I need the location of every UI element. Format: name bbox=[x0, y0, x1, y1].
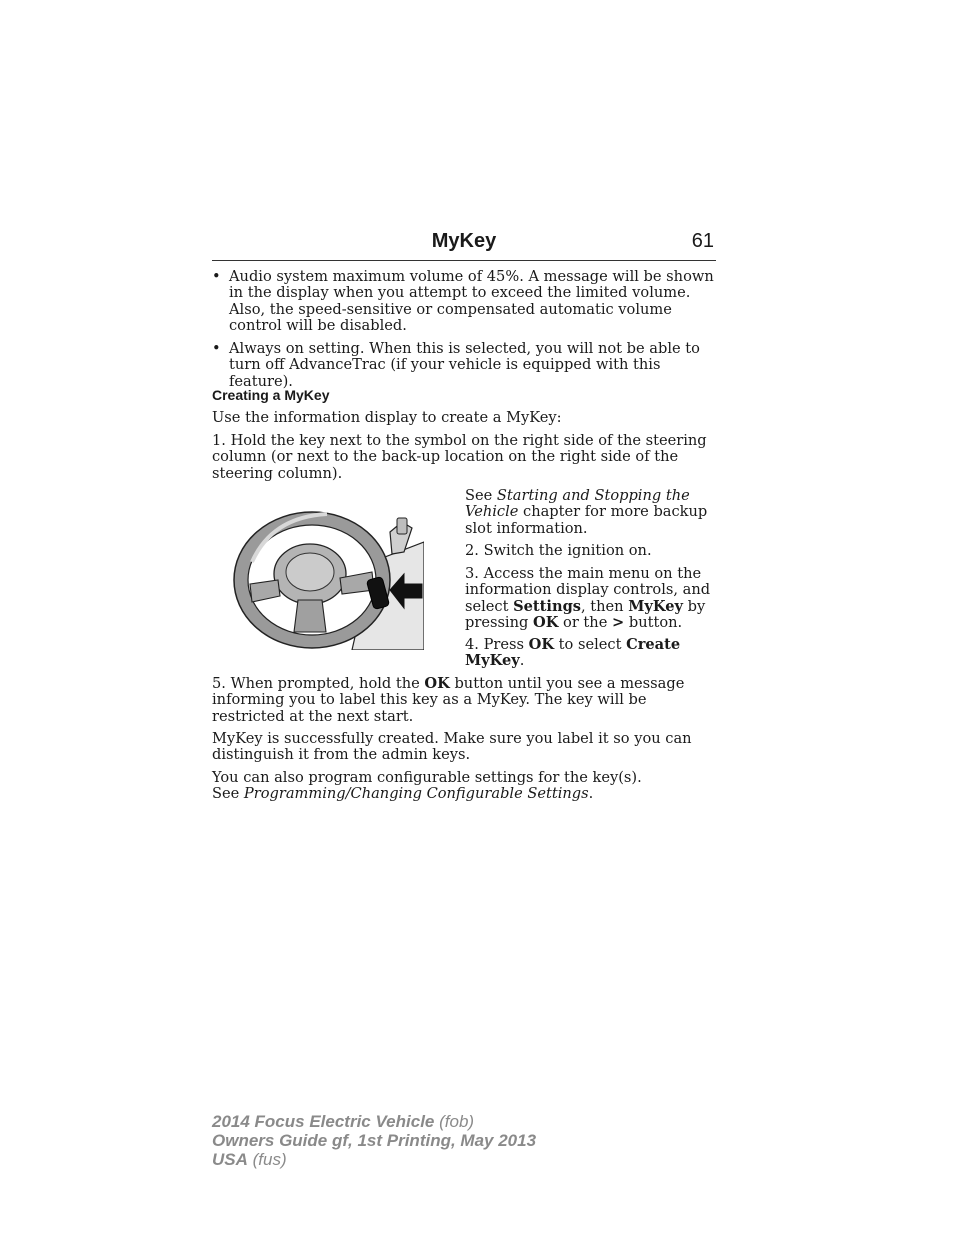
section-heading: Creating a MyKey bbox=[212, 387, 330, 403]
bullet-text: Always on setting. When this is selected, you will not be able to turn off AdvanceTrac (if your vehicle is equipped with this feature). bbox=[229, 340, 700, 390]
bullet-text: Audio system maximum volume of 45%. A message will be shown in the display when you attempt to exceed the limited volume. Also, the speed-sensitive or compensated automatic volume control will be disabled. bbox=[229, 268, 714, 335]
step-3 bbox=[465, 566, 717, 632]
text: Owners Guide gf, 1st Printing, May 2013 bbox=[212, 1131, 537, 1150]
footer-line-1 bbox=[212, 1112, 536, 1131]
page-title: MyKey bbox=[431, 230, 497, 252]
text: (fus) bbox=[247, 1150, 287, 1169]
bullet-dot: • bbox=[212, 340, 221, 357]
text: . bbox=[519, 652, 525, 670]
text: . bbox=[588, 785, 594, 803]
bullet-item bbox=[212, 269, 716, 335]
text: 4. Press bbox=[465, 636, 529, 653]
footer-line-2 bbox=[212, 1131, 536, 1150]
page-footer bbox=[212, 1112, 536, 1169]
see-reference-paragraph bbox=[465, 488, 717, 537]
text: USA bbox=[212, 1150, 248, 1169]
ok-label: OK bbox=[532, 614, 559, 632]
text: chapter for more backup slot information. bbox=[465, 503, 708, 537]
arrow-label: > bbox=[611, 614, 625, 632]
settings-label: Settings bbox=[513, 597, 581, 615]
cross-reference-link[interactable]: Programming/Changing Configurable Settings bbox=[243, 785, 589, 803]
ok-label: OK bbox=[424, 675, 450, 692]
success-paragraph: MyKey is successfully created. Make sure you label it so you can distinguish it from the admin keys. bbox=[212, 730, 692, 764]
page-number: 61 bbox=[691, 230, 714, 252]
intro-paragraph: Use the information display to create a MyKey: bbox=[212, 409, 562, 426]
step-4 bbox=[465, 637, 717, 670]
bullet-dot: • bbox=[212, 268, 221, 285]
text: 2014 Focus Electric Vehicle bbox=[212, 1112, 435, 1131]
text: 5. When prompted, hold the bbox=[212, 675, 425, 692]
footer-line-3 bbox=[212, 1150, 536, 1169]
mykey-label: MyKey bbox=[628, 597, 683, 615]
text: , then bbox=[581, 597, 629, 615]
text: to select bbox=[554, 636, 627, 653]
cross-reference-link[interactable]: Starting and Stopping the Vehicle bbox=[465, 487, 690, 521]
text: See bbox=[212, 785, 244, 803]
page-header bbox=[212, 228, 716, 261]
step-5 bbox=[212, 676, 716, 725]
text: (fob) bbox=[434, 1112, 475, 1131]
text: or the bbox=[558, 614, 612, 632]
text: See bbox=[465, 487, 497, 504]
text: button until you see a message informing you to label this key as a MyKey. The key will be restricted at the next start. bbox=[212, 675, 685, 725]
ok-label: OK bbox=[528, 636, 555, 653]
step-2: 2. Switch the ignition on. bbox=[465, 542, 652, 559]
steering-wheel-illustration bbox=[232, 492, 424, 650]
create-mykey-label: Create MyKey bbox=[465, 636, 681, 670]
text: button. bbox=[624, 614, 683, 632]
bullet-item bbox=[212, 341, 716, 390]
text: by pressing bbox=[465, 597, 706, 632]
text: 3. Access the main menu on the information display controls, and select bbox=[465, 565, 711, 615]
text: You can also program configurable settings for the key(s). bbox=[212, 769, 642, 786]
step-1: 1. Hold the key next to the symbol on the right side of the steering column (or next to the back-up location on the right side of the steering column). bbox=[212, 432, 707, 482]
program-paragraph bbox=[212, 770, 716, 803]
